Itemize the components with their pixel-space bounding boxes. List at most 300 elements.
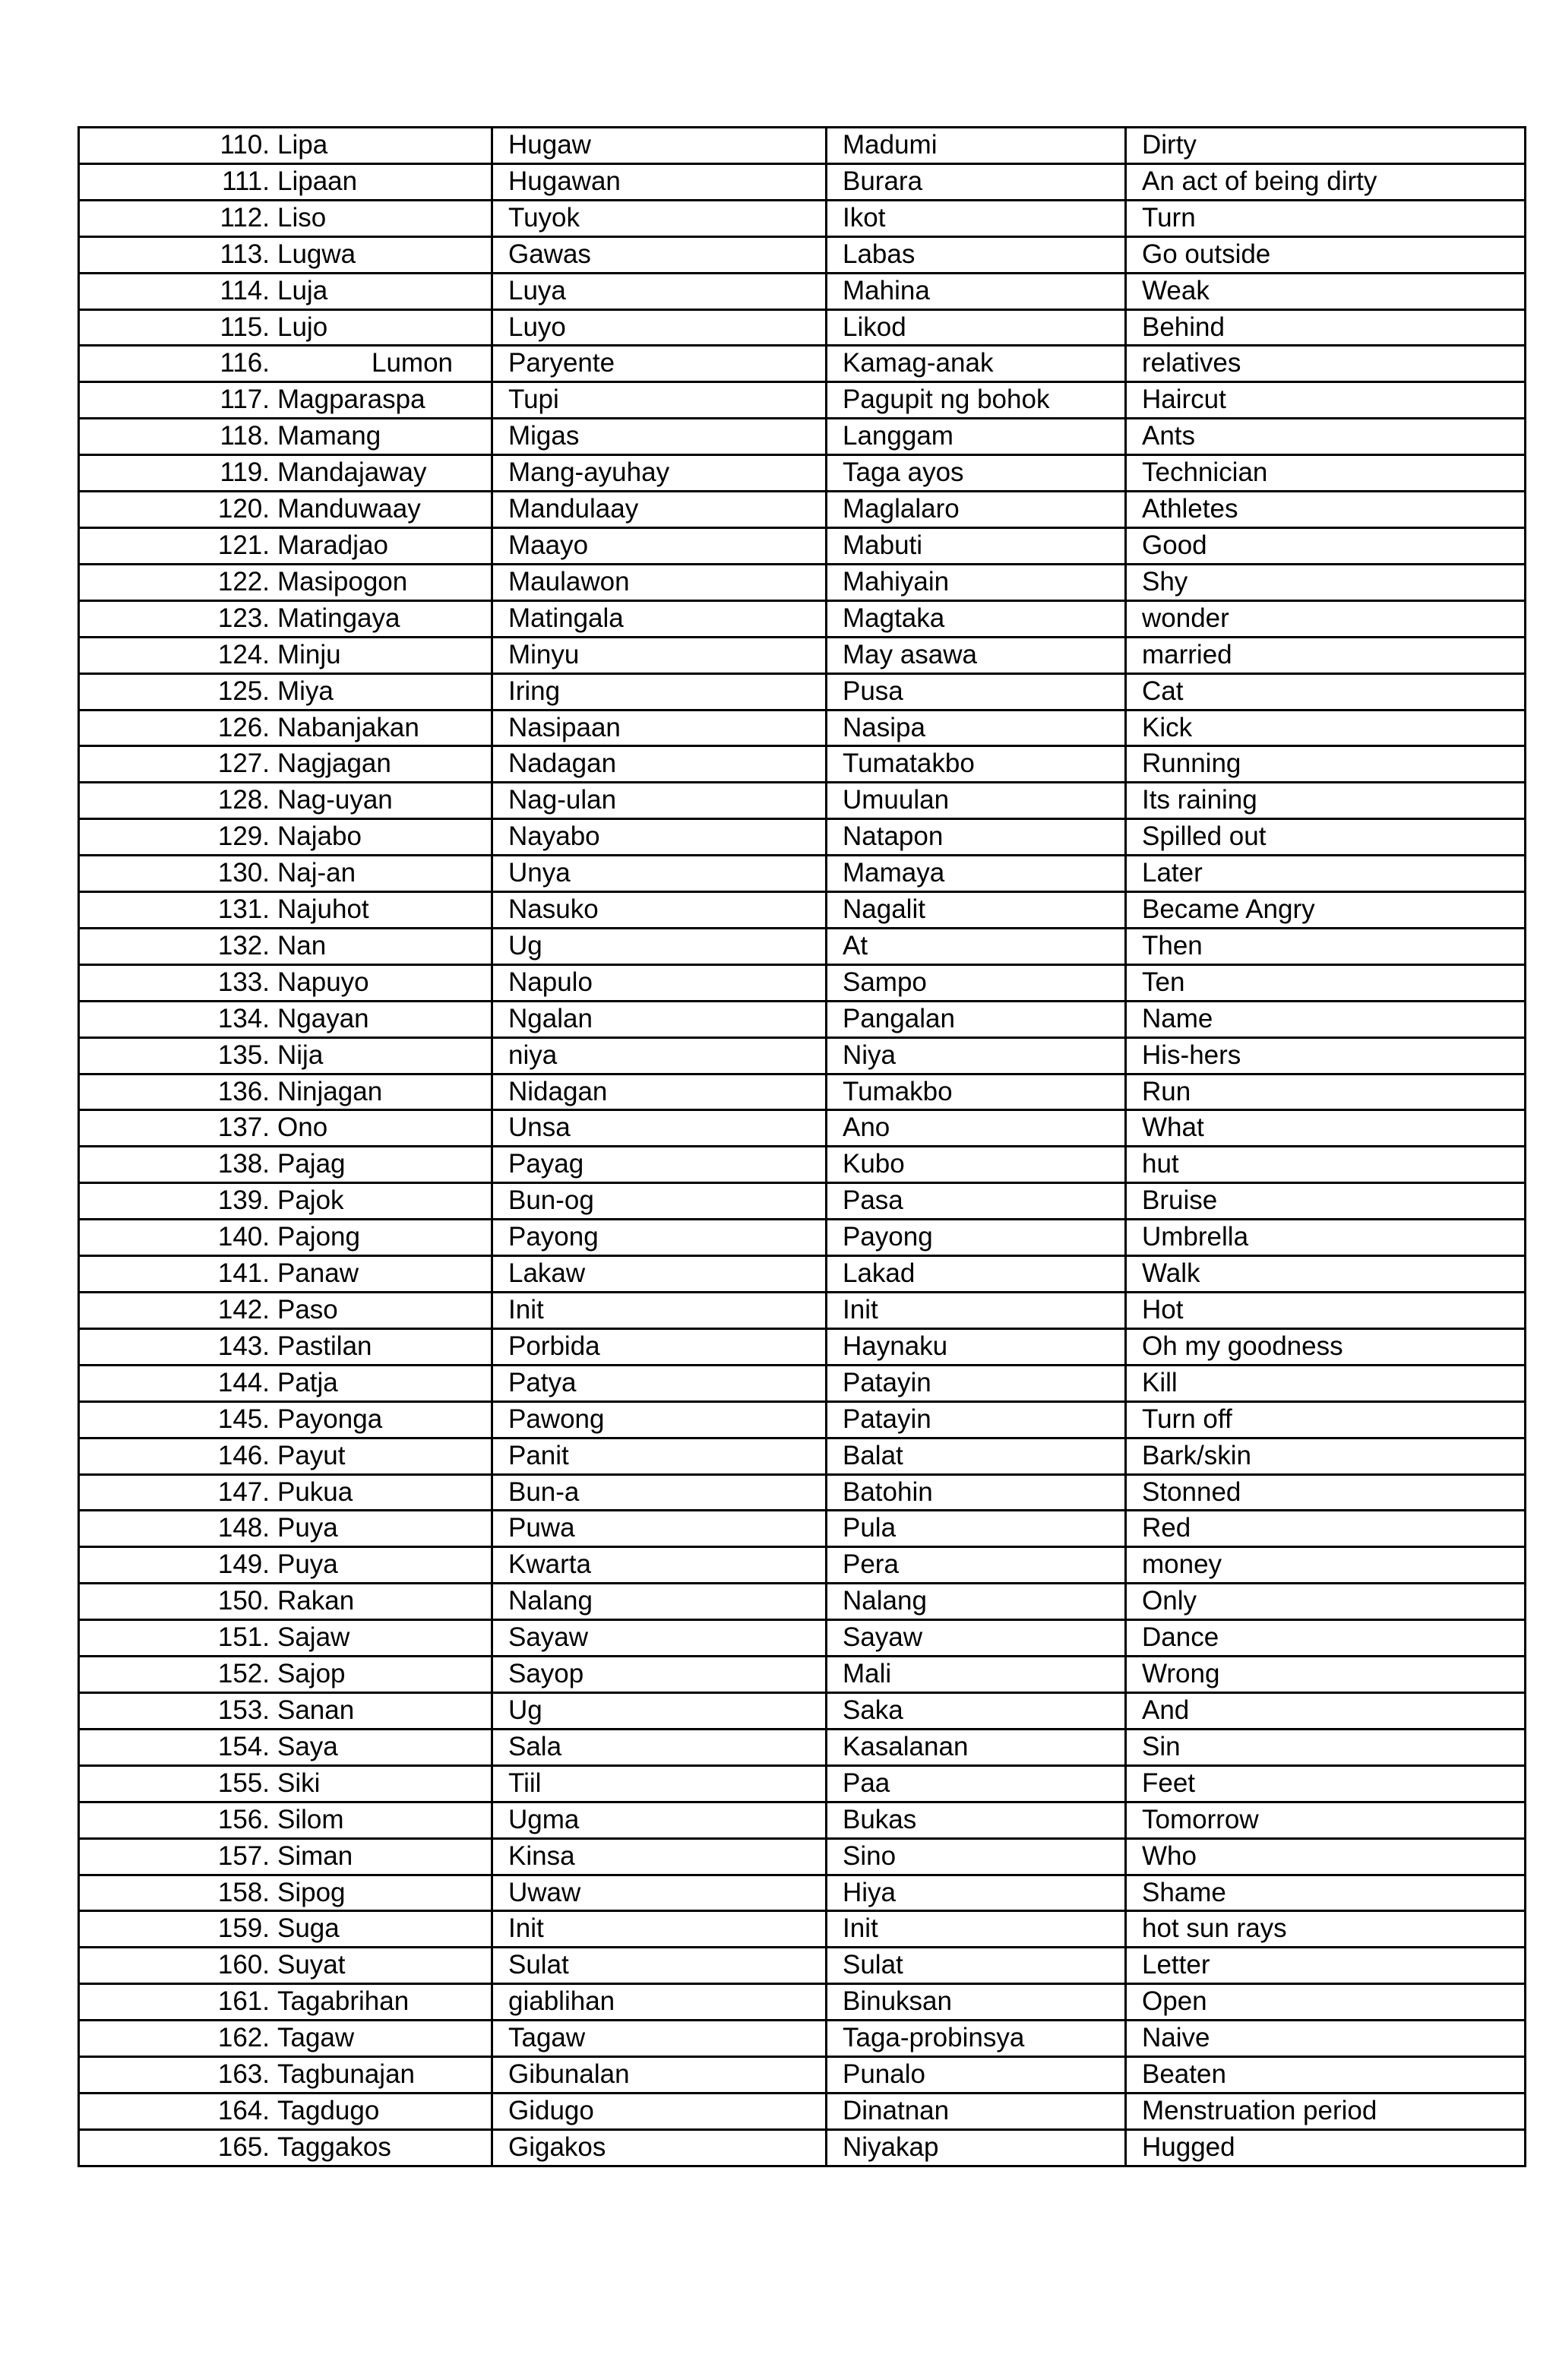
- vocabulary-table: [77, 126, 1526, 2167]
- cebuano-translation: Minyu: [492, 637, 827, 673]
- cebuano-translation: Luya: [492, 273, 827, 309]
- source-word: Nan: [277, 930, 327, 961]
- cebuano-translation: niya: [492, 1037, 827, 1074]
- tagalog-translation: Payong: [827, 1220, 1126, 1256]
- english-translation: Haircut: [1126, 382, 1526, 419]
- english-translation: Dance: [1126, 1620, 1526, 1657]
- row-number: 132.: [217, 930, 270, 961]
- english-translation: Kick: [1126, 710, 1526, 746]
- term-cell: [79, 236, 492, 273]
- table-row: [79, 527, 1526, 564]
- table-row: [79, 1001, 1526, 1037]
- table-row: [79, 2057, 1526, 2094]
- row-number: 122.: [217, 566, 270, 597]
- tagalog-translation: Pasa: [827, 1183, 1126, 1220]
- term-cell: [79, 2057, 492, 2094]
- row-number: 148.: [217, 1513, 270, 1543]
- term-cell: [79, 1984, 492, 2021]
- table-row: [79, 564, 1526, 600]
- cebuano-translation: Payong: [492, 1220, 827, 1256]
- cebuano-translation: Gigakos: [492, 2129, 827, 2166]
- cebuano-translation: Sayop: [492, 1657, 827, 1693]
- row-number: 137.: [217, 1112, 270, 1143]
- table-row: [79, 1183, 1526, 1220]
- source-word: Siki: [277, 1768, 321, 1798]
- term-cell: [79, 564, 492, 600]
- tagalog-translation: Niya: [827, 1037, 1126, 1074]
- table-row: [79, 2021, 1526, 2057]
- tagalog-translation: Nagalit: [827, 892, 1126, 929]
- tagalog-translation: Dinatnan: [827, 2093, 1126, 2129]
- row-number: 145.: [217, 1404, 270, 1434]
- english-translation: Dirty: [1126, 128, 1526, 164]
- english-translation: Umbrella: [1126, 1220, 1526, 1256]
- source-word: Nag-uyan: [277, 785, 393, 815]
- table-row: [79, 964, 1526, 1001]
- source-word: Pukua: [277, 1476, 353, 1507]
- english-translation: Sin: [1126, 1729, 1526, 1765]
- tagalog-translation: Mabuti: [827, 527, 1126, 564]
- tagalog-translation: Patayin: [827, 1401, 1126, 1438]
- english-translation: Naive: [1126, 2021, 1526, 2057]
- english-translation: Walk: [1126, 1256, 1526, 1293]
- term-cell: [79, 1001, 492, 1037]
- cebuano-translation: Bun-a: [492, 1474, 827, 1511]
- term-cell: [79, 309, 492, 346]
- table-row: [79, 2093, 1526, 2129]
- table-row: [79, 746, 1526, 783]
- term-cell: [79, 527, 492, 564]
- source-word: Saya: [277, 1731, 338, 1761]
- table-row: [79, 1584, 1526, 1620]
- tagalog-translation: Natapon: [827, 819, 1126, 856]
- source-word: Najuhot: [277, 894, 369, 925]
- english-translation: Hugged: [1126, 2129, 1526, 2166]
- table-row: [79, 1729, 1526, 1765]
- source-word: Naj-an: [277, 858, 356, 888]
- english-translation: Stonned: [1126, 1474, 1526, 1511]
- english-translation: Hot: [1126, 1293, 1526, 1329]
- cebuano-translation: Tupi: [492, 382, 827, 419]
- english-translation: Who: [1126, 1838, 1526, 1875]
- tagalog-translation: Sulat: [827, 1948, 1126, 1984]
- tagalog-translation: May asawa: [827, 637, 1126, 673]
- table-row: [79, 1838, 1526, 1875]
- cebuano-translation: Unsa: [492, 1110, 827, 1147]
- english-translation: Later: [1126, 856, 1526, 892]
- term-cell: [79, 1074, 492, 1110]
- english-translation: Kill: [1126, 1365, 1526, 1401]
- source-word: Patja: [277, 1367, 338, 1397]
- table-row: [79, 1256, 1526, 1293]
- table-row: [79, 419, 1526, 455]
- source-word: Sajop: [277, 1659, 346, 1689]
- cebuano-translation: Nadagan: [492, 746, 827, 783]
- cebuano-translation: Unya: [492, 856, 827, 892]
- tagalog-translation: Mamaya: [827, 856, 1126, 892]
- source-word: Tagbunajan: [277, 2059, 415, 2090]
- tagalog-translation: Saka: [827, 1692, 1126, 1729]
- source-word: Napuyo: [277, 967, 369, 997]
- term-cell: [79, 1365, 492, 1401]
- cebuano-translation: Paryente: [492, 346, 827, 382]
- term-cell: [79, 746, 492, 783]
- tagalog-translation: Pusa: [827, 673, 1126, 710]
- table-row: [79, 600, 1526, 637]
- table-row: [79, 1765, 1526, 1802]
- cebuano-translation: Migas: [492, 419, 827, 455]
- table-row: [79, 892, 1526, 929]
- cebuano-translation: giablihan: [492, 1984, 827, 2021]
- table-row: [79, 1220, 1526, 1256]
- cebuano-translation: Iring: [492, 673, 827, 710]
- table-row: [79, 236, 1526, 273]
- term-cell: [79, 1147, 492, 1183]
- row-number: 163.: [217, 2059, 270, 2090]
- english-translation: Oh my goodness: [1126, 1328, 1526, 1365]
- cebuano-translation: Lakaw: [492, 1256, 827, 1293]
- row-number: 165.: [217, 2132, 270, 2162]
- row-number: 125.: [217, 676, 270, 706]
- term-cell: [79, 1875, 492, 1911]
- source-word: Taggakos: [277, 2132, 391, 2162]
- row-number: 159.: [217, 1913, 270, 1944]
- english-translation: Turn: [1126, 200, 1526, 236]
- table-row: [79, 710, 1526, 746]
- tagalog-translation: Kubo: [827, 1147, 1126, 1183]
- english-translation: Tomorrow: [1126, 1802, 1526, 1838]
- english-translation: Bruise: [1126, 1183, 1526, 1220]
- table-row: [79, 819, 1526, 856]
- row-number: 113.: [220, 239, 270, 269]
- table-row: [79, 1474, 1526, 1511]
- source-word: Pajok: [277, 1185, 344, 1216]
- row-number: 157.: [217, 1840, 270, 1871]
- english-translation: Became Angry: [1126, 892, 1526, 929]
- term-cell: [79, 1948, 492, 1984]
- term-cell: [79, 163, 492, 200]
- tagalog-translation: Hiya: [827, 1875, 1126, 1911]
- table-row: [79, 382, 1526, 419]
- row-number: 150.: [217, 1586, 270, 1616]
- cebuano-translation: Tiil: [492, 1765, 827, 1802]
- cebuano-translation: Mandulaay: [492, 492, 827, 528]
- source-word: Matingaya: [277, 603, 400, 633]
- cebuano-translation: Kwarta: [492, 1547, 827, 1584]
- table-row: [79, 1147, 1526, 1183]
- row-number: 152.: [217, 1659, 270, 1689]
- table-row: [79, 1657, 1526, 1693]
- table-row: [79, 1110, 1526, 1147]
- table-row: [79, 273, 1526, 309]
- source-word: Tagdugo: [277, 2095, 380, 2125]
- table-row: [79, 346, 1526, 382]
- term-cell: [79, 1401, 492, 1438]
- term-cell: [79, 1692, 492, 1729]
- term-cell: [79, 1765, 492, 1802]
- term-cell: [79, 1838, 492, 1875]
- tagalog-translation: Umuulan: [827, 783, 1126, 819]
- table-row: [79, 1365, 1526, 1401]
- cebuano-translation: Bun-og: [492, 1183, 827, 1220]
- row-number: 111.: [222, 166, 270, 196]
- source-word: Sipog: [277, 1877, 346, 1907]
- english-translation: married: [1126, 637, 1526, 673]
- source-word: Lumon: [372, 348, 454, 378]
- tagalog-translation: Ikot: [827, 200, 1126, 236]
- source-word: Liso: [277, 202, 327, 233]
- row-number: 141.: [217, 1258, 270, 1289]
- tagalog-translation: Pagupit ng bohok: [827, 382, 1126, 419]
- table-row: [79, 163, 1526, 200]
- row-number: 123.: [217, 603, 270, 633]
- tagalog-translation: Mahiyain: [827, 564, 1126, 600]
- english-translation: Shy: [1126, 564, 1526, 600]
- cebuano-translation: Maayo: [492, 527, 827, 564]
- cebuano-translation: Maulawon: [492, 564, 827, 600]
- english-translation: What: [1126, 1110, 1526, 1147]
- cebuano-translation: Pawong: [492, 1401, 827, 1438]
- tagalog-translation: Magtaka: [827, 600, 1126, 637]
- row-number: 120.: [217, 494, 270, 524]
- table-row: [79, 637, 1526, 673]
- english-translation: Behind: [1126, 309, 1526, 346]
- row-number: 155.: [217, 1768, 270, 1798]
- cebuano-translation: Nayabo: [492, 819, 827, 856]
- table-row: [79, 1438, 1526, 1474]
- cebuano-translation: Nidagan: [492, 1074, 827, 1110]
- source-word: Puya: [277, 1549, 338, 1580]
- row-number: 158.: [217, 1877, 270, 1907]
- row-number: 118.: [220, 421, 270, 451]
- term-cell: [79, 455, 492, 492]
- table-row: [79, 1692, 1526, 1729]
- row-number: 131.: [217, 894, 270, 925]
- term-cell: [79, 2093, 492, 2129]
- english-translation: Shame: [1126, 1875, 1526, 1911]
- english-translation: Wrong: [1126, 1657, 1526, 1693]
- table-row: [79, 1620, 1526, 1657]
- row-number: 114.: [220, 275, 270, 305]
- cebuano-translation: Napulo: [492, 964, 827, 1001]
- tagalog-translation: Paa: [827, 1765, 1126, 1802]
- english-translation: Letter: [1126, 1948, 1526, 1984]
- english-translation: relatives: [1126, 346, 1526, 382]
- table-row: [79, 1911, 1526, 1948]
- row-number: 129.: [217, 821, 270, 852]
- tagalog-translation: Binuksan: [827, 1984, 1126, 2021]
- english-translation: Then: [1126, 928, 1526, 964]
- source-word: Ninjagan: [277, 1076, 383, 1106]
- term-cell: [79, 1183, 492, 1220]
- english-translation: An act of being dirty: [1126, 163, 1526, 200]
- english-translation: Turn off: [1126, 1401, 1526, 1438]
- row-number: 133.: [217, 967, 270, 997]
- table-row: [79, 928, 1526, 964]
- source-word: Siman: [277, 1840, 353, 1871]
- cebuano-translation: Tuyok: [492, 200, 827, 236]
- tagalog-translation: Sayaw: [827, 1620, 1126, 1657]
- cebuano-translation: Payag: [492, 1147, 827, 1183]
- tagalog-translation: Init: [827, 1293, 1126, 1329]
- source-word: Pastilan: [277, 1331, 372, 1361]
- source-word: Masipogon: [277, 566, 408, 597]
- tagalog-translation: Taga ayos: [827, 455, 1126, 492]
- cebuano-translation: Init: [492, 1911, 827, 1948]
- english-translation: hut: [1126, 1147, 1526, 1183]
- table-row: [79, 2129, 1526, 2166]
- table-row: [79, 1984, 1526, 2021]
- cebuano-translation: Nasipaan: [492, 710, 827, 746]
- cebuano-translation: Nag-ulan: [492, 783, 827, 819]
- source-word: Nija: [277, 1040, 324, 1070]
- source-word: Payut: [277, 1440, 346, 1470]
- table-row: [79, 1547, 1526, 1584]
- term-cell: [79, 1802, 492, 1838]
- table-row: [79, 856, 1526, 892]
- vocabulary-table-body: [79, 128, 1526, 2166]
- english-translation: Menstruation period: [1126, 2093, 1526, 2129]
- row-number: 128.: [217, 785, 270, 815]
- cebuano-translation: Sala: [492, 1729, 827, 1765]
- cebuano-translation: Ugma: [492, 1802, 827, 1838]
- cebuano-translation: Gidugo: [492, 2093, 827, 2129]
- tagalog-translation: Likod: [827, 309, 1126, 346]
- row-number: 126.: [217, 712, 270, 742]
- english-translation: Cat: [1126, 673, 1526, 710]
- term-cell: [79, 419, 492, 455]
- source-word: Silom: [277, 1804, 344, 1834]
- cebuano-translation: Mang-ayuhay: [492, 455, 827, 492]
- row-number: 119.: [220, 457, 270, 488]
- table-row: [79, 492, 1526, 528]
- term-cell: [79, 492, 492, 528]
- english-translation: Weak: [1126, 273, 1526, 309]
- term-cell: [79, 1474, 492, 1511]
- table-row: [79, 1037, 1526, 1074]
- row-number: 121.: [217, 530, 270, 560]
- source-word: Payonga: [277, 1404, 383, 1434]
- term-cell: [79, 200, 492, 236]
- cebuano-translation: Sulat: [492, 1948, 827, 1984]
- cebuano-translation: Kinsa: [492, 1838, 827, 1875]
- term-cell: [79, 1620, 492, 1657]
- tagalog-translation: Mali: [827, 1657, 1126, 1693]
- table-row: [79, 673, 1526, 710]
- source-word: Lipaan: [277, 166, 358, 196]
- row-number: 136.: [217, 1076, 270, 1106]
- term-cell: [79, 1438, 492, 1474]
- cebuano-translation: Matingala: [492, 600, 827, 637]
- term-cell: [79, 600, 492, 637]
- english-translation: Open: [1126, 1984, 1526, 2021]
- row-number: 160.: [217, 1950, 270, 1980]
- tagalog-translation: Tumatakbo: [827, 746, 1126, 783]
- row-number: 130.: [217, 858, 270, 888]
- source-word: Sajaw: [277, 1622, 350, 1653]
- term-cell: [79, 1584, 492, 1620]
- term-cell: [79, 128, 492, 164]
- row-number: 149.: [217, 1549, 270, 1580]
- tagalog-translation: Maglalaro: [827, 492, 1126, 528]
- cebuano-translation: Panit: [492, 1438, 827, 1474]
- cebuano-translation: Hugawan: [492, 163, 827, 200]
- tagalog-translation: Labas: [827, 236, 1126, 273]
- source-word: Suyat: [277, 1950, 346, 1980]
- english-translation: hot sun rays: [1126, 1911, 1526, 1948]
- row-number: 112.: [220, 202, 270, 233]
- row-number: 138.: [217, 1149, 270, 1179]
- row-number: 153.: [217, 1695, 270, 1725]
- term-cell: [79, 1729, 492, 1765]
- source-word: Maradjao: [277, 530, 388, 560]
- source-word: Pajong: [277, 1222, 360, 1252]
- tagalog-translation: Sino: [827, 1838, 1126, 1875]
- tagalog-translation: Punalo: [827, 2057, 1126, 2094]
- row-number: 124.: [217, 639, 270, 669]
- row-number: 151.: [217, 1622, 270, 1653]
- term-cell: [79, 637, 492, 673]
- source-word: Tagabrihan: [277, 1986, 410, 2017]
- row-number: 154.: [217, 1731, 270, 1761]
- tagalog-translation: Ano: [827, 1110, 1126, 1147]
- row-number: 134.: [217, 1003, 270, 1033]
- tagalog-translation: Mahina: [827, 273, 1126, 309]
- tagalog-translation: Balat: [827, 1438, 1126, 1474]
- row-number: 146.: [217, 1440, 270, 1470]
- source-word: Lugwa: [277, 239, 356, 269]
- tagalog-translation: Pula: [827, 1511, 1126, 1547]
- row-number: 139.: [217, 1185, 270, 1216]
- row-number: 164.: [217, 2095, 270, 2125]
- term-cell: [79, 1037, 492, 1074]
- tagalog-translation: Patayin: [827, 1365, 1126, 1401]
- english-translation: Its raining: [1126, 783, 1526, 819]
- row-number: 127.: [217, 748, 270, 779]
- english-translation: Feet: [1126, 1765, 1526, 1802]
- row-number: 135.: [217, 1040, 270, 1070]
- row-number: 144.: [217, 1367, 270, 1397]
- cebuano-translation: Luyo: [492, 309, 827, 346]
- row-number: 147.: [217, 1476, 270, 1507]
- term-cell: [79, 783, 492, 819]
- table-row: [79, 1511, 1526, 1547]
- source-word: Panaw: [277, 1258, 359, 1289]
- english-translation: Only: [1126, 1584, 1526, 1620]
- row-number: 161.: [217, 1986, 270, 2017]
- table-row: [79, 1074, 1526, 1110]
- english-translation: Technician: [1126, 455, 1526, 492]
- cebuano-translation: Porbida: [492, 1328, 827, 1365]
- cebuano-translation: Ug: [492, 1692, 827, 1729]
- source-word: Ngayan: [277, 1003, 369, 1033]
- source-word: Nagjagan: [277, 748, 391, 779]
- source-word: Nabanjakan: [277, 712, 419, 742]
- tagalog-translation: Kamag-anak: [827, 346, 1126, 382]
- row-number: 142.: [217, 1295, 270, 1325]
- cebuano-translation: Ug: [492, 928, 827, 964]
- english-translation: Beaten: [1126, 2057, 1526, 2094]
- cebuano-translation: Gibunalan: [492, 2057, 827, 2094]
- term-cell: [79, 1511, 492, 1547]
- english-translation: Ants: [1126, 419, 1526, 455]
- term-cell: [79, 856, 492, 892]
- cebuano-translation: Uwaw: [492, 1875, 827, 1911]
- cebuano-translation: Patya: [492, 1365, 827, 1401]
- source-word: Sanan: [277, 1695, 355, 1725]
- table-row: [79, 455, 1526, 492]
- cebuano-translation: Init: [492, 1293, 827, 1329]
